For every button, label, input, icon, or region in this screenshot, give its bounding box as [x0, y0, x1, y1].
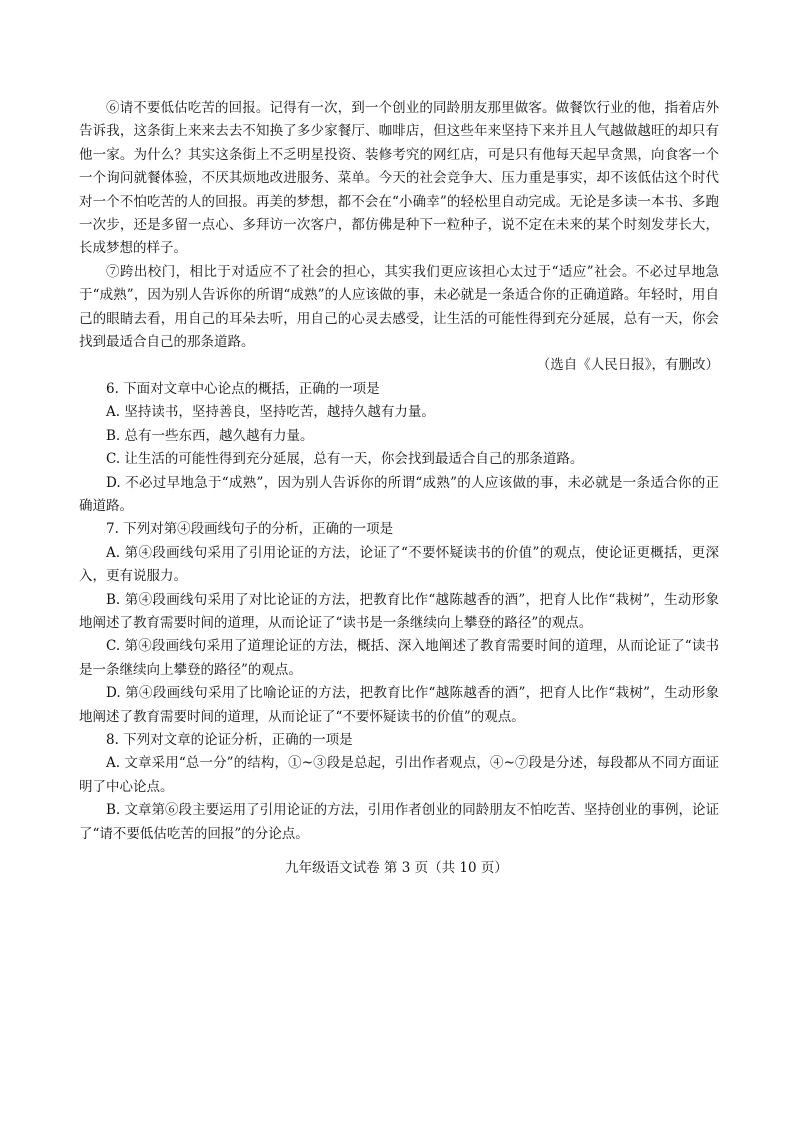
option-b: B. 总有一些东西，越久越有力量。 [106, 427, 314, 444]
option-a: A. 第④段画线句采用了引用论证的方法，论证了“不要怀疑读书的价值”的观点，使论证更概括，更深入，更有说服力。 [79, 544, 719, 585]
question-7 [79, 518, 719, 729]
option-c: C. 第④段画线句采用了道理论证的方法，概括、深入地阐述了教育需要时间的道理，从而论证了“读书是一条继续向上攀登的路径”的观点。 [79, 638, 719, 678]
paragraph-6: ⑥请不要低估吃苦的回报。记得有一次，到一个创业的同龄朋友那里做客。做餐饮行业的他，指着店外告诉我，这条街上来来去去不知换了多少家餐厅、咖啡店，但这些年来坚持下来并且人气越做越旺的却只有他一家。为什么？其实这条街上不乏明星投资、装修考究的网红店，可是只有他每天起早贪黑，向食客一个一个询问就餐体验，不厌其烦地改进服务、菜单。今天的社会竞争大、压力重是事实，却不该低估这个时代对一个不怕吃苦的人的回报。再美的梦想，都不会在“小确幸”的轻松里自动完成。无论是多读一本书、多跑一次步，还是多留一点心、多拜访一次客户，都仿佛是种下一粒种子，说不定在未来的某个时刻发芽长大，长成梦想的样子。 [79, 100, 719, 257]
option-a: A. 坚持读书，坚持善良，坚持吃苦，越持久越有力量。 [106, 404, 435, 421]
option-a: A. 文章采用“总一分”的结构，①~③段是总起，引出作者观点，④~⑦段是分述，每段都从不同方面证明了中心论点。 [79, 755, 719, 795]
option-b: B. 第④段画线句采用了对比论证的方法，把教育比作“越陈越香的酒”，把育人比作“栽树”，生动形象地阐述了教育需要时间的道理，从而论证了“读书是一条继续向上攀登的路径”的观点。 [79, 591, 719, 631]
question-8 [79, 729, 719, 846]
option-c: C. 让生活的可能性得到充分延展，总有一天，你会找到最适合自己的那条道路。 [106, 451, 584, 468]
paragraph-7: ⑦跨出校门，相比于对适应不了社会的担心，其实我们更应该担心太过于“适应”社会。不必过早地急于“成熟”，因为别人告诉你的所谓“成熟”的人应该做的事，未必就是一条适合你的正确道路。年轻时，用自己的眼睛去看，用自己的耳朵去听，用自己的心灵去感受，让生活的可能性得到充分延展，总有一天，你会找到最适合自己的那条道路。 [79, 263, 719, 351]
question-stem: 8. 下列对文章的论证分析，正确的一项是 [106, 731, 353, 748]
question-stem: 6. 下面对文章中心论点的概括，正确的一项是 [106, 380, 380, 397]
exam-page-body [79, 97, 719, 846]
option-d: D. 第④段画线句采用了比喻论证的方法，把教育比作“越陈越香的酒”，把育人比作“栽树”，生动形象地阐述了教育需要时间的道理，从而论证了“不要怀疑读书的价值”的观点。 [79, 685, 719, 725]
page-footer: 九年级语文试卷 第 3 页（共 10 页） [285, 860, 508, 876]
option-d: D. 不必过早地急于“成熟”，因为别人告诉你的所谓“成熟”的人应该做的事，未必就是一条适合你的正确道路。 [79, 474, 719, 514]
source-citation: （选自《人民日报》，有删改） [536, 357, 719, 374]
question-6 [79, 378, 719, 518]
question-stem: 7. 下列对第④段画线句子的分析，正确的一项是 [106, 521, 394, 538]
option-b: B. 文章第⑥段主要运用了引用论证的方法，引用作者创业的同龄朋友不怕吃苦、坚持创业的事例，论证了“请不要低估吃苦的回报”的分论点。 [79, 802, 719, 842]
